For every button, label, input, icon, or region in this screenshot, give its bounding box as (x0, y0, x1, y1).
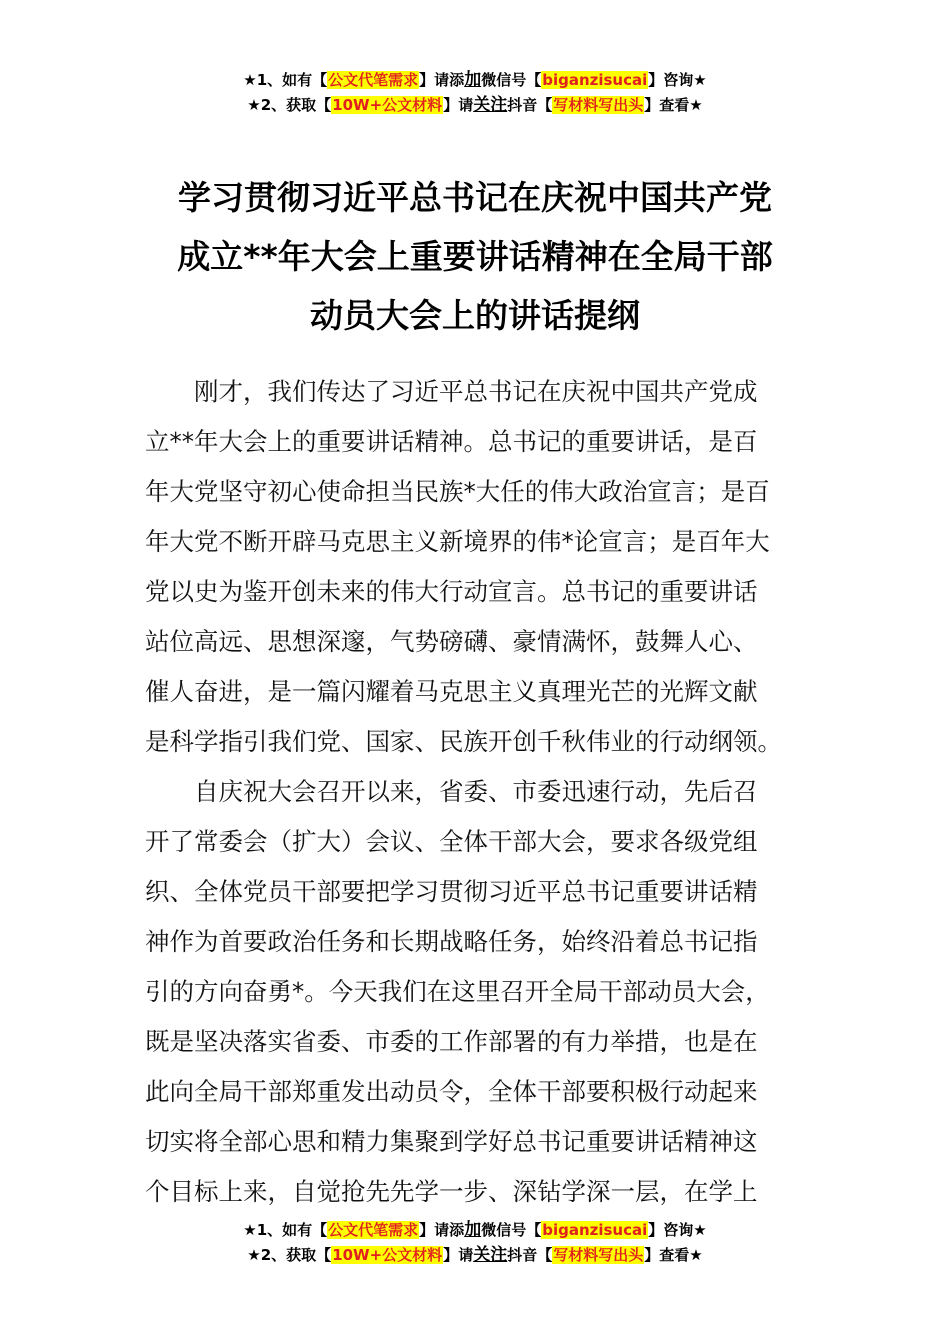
banner-text: 】请 (443, 1246, 474, 1264)
paragraph-line: 织、全体党员干部要把学习贯彻习近平总书记重要讲话精 (145, 877, 758, 906)
banner-text: 】查看★ (644, 1246, 703, 1264)
banner-text: 】查看★ (644, 96, 703, 114)
paragraph-1 (145, 367, 810, 767)
paragraph-line: 此向全局干部郑重发出动员令，全体干部要积极行动起来 (145, 1077, 758, 1106)
banner-line-2 (0, 93, 950, 118)
paragraph-line: 自庆祝大会召开以来，省委、市委迅速行动，先后召 (194, 777, 758, 806)
banner-text: 】请 (443, 96, 474, 114)
banner-line-1 (0, 68, 950, 93)
top-banner (0, 68, 950, 118)
banner-text: ★1、如有【 (243, 1221, 328, 1239)
banner-underlined-text: 加 (464, 70, 482, 90)
title-line: 动员大会上的讲话提纲 (310, 296, 640, 335)
banner-line-1 (0, 1218, 950, 1243)
banner-text: 微信号【 (481, 1221, 542, 1239)
banner-text: ★2、获取【 (247, 96, 332, 114)
paragraph-line: 刚才，我们传达了习近平总书记在庆祝中国共产党成 (194, 377, 758, 406)
paragraph-line: 个目标上来，自觉抢先先学一步、深钻学深一层，在学上 (145, 1177, 758, 1206)
banner-wechat-id: biganzisucai (542, 1221, 648, 1239)
document-title (120, 168, 830, 345)
banner-underlined-text: 关注 (473, 95, 508, 115)
banner-text: ★1、如有【 (243, 71, 328, 89)
paragraph-line: 开了常委会（扩大）会议、全体干部大会，要求各级党组 (145, 827, 758, 856)
banner-text: 】咨询★ (648, 1221, 707, 1239)
paragraph-line: 立**年大会上的重要讲话精神。总书记的重要讲话，是百 (145, 427, 758, 456)
paragraph-line: 引的方向奋勇*。今天我们在这里召开全局干部动员大会， (145, 977, 770, 1006)
banner-text: 】咨询★ (648, 71, 707, 89)
banner-wechat-id: biganzisucai (542, 71, 648, 89)
banner-highlight: 公文代笔需求 (328, 71, 419, 89)
banner-text: 抖音【 (507, 96, 553, 114)
banner-underlined-text: 加 (464, 1220, 482, 1240)
document-body (145, 367, 810, 1217)
banner-underlined-text: 关注 (473, 1245, 508, 1265)
paragraph-line: 既是坚决落实省委、市委的工作部署的有力举措，也是在 (145, 1027, 758, 1056)
paragraph-line: 催人奋进，是一篇闪耀着马克思主义真理光芒的光辉文献 (145, 677, 758, 706)
banner-text: 抖音【 (507, 1246, 553, 1264)
paragraph-line: 年大党不断开辟马克思主义新境界的伟*论宣言；是百年大 (145, 527, 770, 556)
banner-douyin-name: 写材料写出头 (553, 96, 644, 114)
banner-highlight: 10W+公文材料 (332, 96, 443, 114)
paragraph-line: 切实将全部心思和精力集聚到学好总书记重要讲话精神这 (145, 1127, 758, 1156)
banner-text: 微信号【 (481, 71, 542, 89)
banner-highlight: 10W+公文材料 (332, 1246, 443, 1264)
paragraph-line: 年大党坚守初心使命担当民族*大任的伟大政治宣言；是百 (145, 477, 770, 506)
banner-douyin-name: 写材料写出头 (553, 1246, 644, 1264)
title-line: 学习贯彻习近平总书记在庆祝中国共产党 (178, 178, 772, 217)
title-line: 成立**年大会上重要讲话精神在全局干部 (177, 237, 773, 276)
paragraph-line: 神作为首要政治任务和长期战略任务，始终沿着总书记指 (145, 927, 758, 956)
bottom-banner (0, 1218, 950, 1268)
banner-text: ★2、获取【 (247, 1246, 332, 1264)
paragraph-2 (145, 767, 810, 1217)
paragraph-line: 站位高远、思想深邃，气势磅礴、豪情满怀，鼓舞人心、 (145, 627, 758, 656)
banner-line-2 (0, 1243, 950, 1268)
banner-text: 】请添 (419, 1221, 465, 1239)
banner-text: 】请添 (419, 71, 465, 89)
paragraph-line: 是科学指引我们党、国家、民族开创千秋伟业的行动纲领。 (145, 727, 782, 756)
banner-highlight: 公文代笔需求 (328, 1221, 419, 1239)
paragraph-line: 党以史为鉴开创未来的伟大行动宣言。总书记的重要讲话 (145, 577, 758, 606)
